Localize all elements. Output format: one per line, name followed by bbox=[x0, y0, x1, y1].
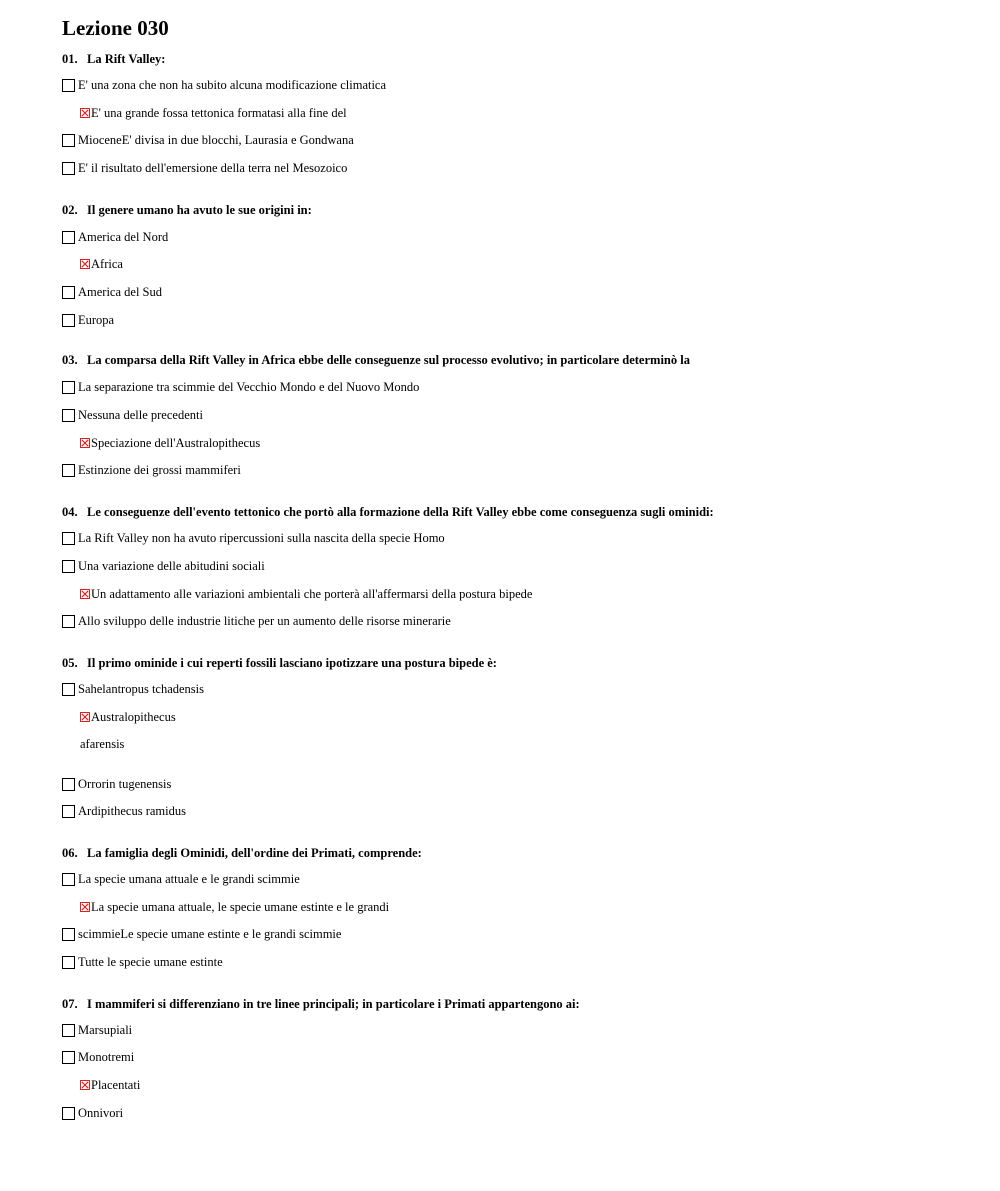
option-checkbox[interactable] bbox=[62, 530, 445, 546]
option-text: Un adattamento alle variazioni ambientali che porterà all'affermarsi della postura bipede bbox=[91, 587, 533, 601]
checkbox-icon[interactable] bbox=[62, 956, 75, 969]
option-checkbox-correct[interactable] bbox=[80, 1077, 140, 1093]
option-checkbox[interactable] bbox=[62, 132, 354, 148]
question-07 bbox=[62, 996, 580, 1012]
option-text: Una variazione delle abitudini sociali bbox=[78, 559, 265, 573]
question-text: Le conseguenze dell'evento tettonico che portò alla formazione della Rift Valley ebbe come conseguenza sugli ominidi: bbox=[87, 505, 714, 519]
option-checkbox-correct[interactable] bbox=[80, 105, 347, 121]
question-text: La comparsa della Rift Valley in Africa ebbe delle conseguenze sul processo evolutivo; in particolare determinò la bbox=[87, 353, 690, 367]
checkbox-icon[interactable] bbox=[62, 805, 75, 818]
checked-box-icon[interactable] bbox=[80, 902, 90, 912]
option-text: Speciazione dell'Australopithecus bbox=[91, 436, 261, 450]
checkbox-icon[interactable] bbox=[62, 231, 75, 244]
option-checkbox[interactable] bbox=[62, 776, 171, 792]
checked-box-icon[interactable] bbox=[80, 438, 90, 448]
question-01 bbox=[62, 51, 165, 67]
question-number: 04. bbox=[62, 505, 78, 519]
option-text: afarensis bbox=[80, 737, 125, 751]
option-text: Orrorin tugenensis bbox=[78, 777, 172, 791]
option-text: La Rift Valley non ha avuto ripercussioni sulla nascita della specie Homo bbox=[78, 531, 445, 545]
checkbox-icon[interactable] bbox=[62, 286, 75, 299]
option-checkbox[interactable] bbox=[62, 803, 186, 819]
checked-box-icon[interactable] bbox=[80, 259, 90, 269]
option-checkbox-correct[interactable] bbox=[80, 899, 389, 915]
question-05 bbox=[62, 655, 497, 671]
page-title: Lezione 030 bbox=[62, 16, 169, 40]
option-text: scimmieLe specie umane estinte e le grandi scimmie bbox=[78, 927, 342, 941]
question-number: 06. bbox=[62, 846, 78, 860]
option-checkbox[interactable] bbox=[62, 312, 114, 328]
option-checkbox[interactable] bbox=[62, 613, 451, 629]
checkbox-icon[interactable] bbox=[62, 1107, 75, 1120]
checkbox-icon[interactable] bbox=[62, 683, 75, 696]
question-number: 03. bbox=[62, 353, 78, 367]
question-03 bbox=[62, 352, 690, 368]
question-text: Il genere umano ha avuto le sue origini in: bbox=[87, 203, 312, 217]
question-text: Il primo ominide i cui reperti fossili lasciano ipotizzare una postura bipede è: bbox=[87, 656, 497, 670]
option-text: La specie umana attuale, le specie umane estinte e le grandi bbox=[91, 900, 390, 914]
checkbox-icon[interactable] bbox=[62, 778, 75, 791]
checkbox-icon[interactable] bbox=[62, 1051, 75, 1064]
question-number: 05. bbox=[62, 656, 78, 670]
question-text: La Rift Valley: bbox=[87, 52, 166, 66]
option-text: MioceneE' divisa in due blocchi, Laurasia e Gondwana bbox=[78, 133, 354, 147]
question-number: 07. bbox=[62, 997, 78, 1011]
option-text: Monotremi bbox=[78, 1050, 135, 1064]
checkbox-icon[interactable] bbox=[62, 560, 75, 573]
option-text: Marsupiali bbox=[78, 1023, 133, 1037]
option-checkbox[interactable] bbox=[62, 1105, 123, 1121]
option-text: Africa bbox=[91, 257, 123, 271]
checkbox-icon[interactable] bbox=[62, 532, 75, 545]
option-text: Sahelantropus tchadensis bbox=[78, 682, 205, 696]
checkbox-icon[interactable] bbox=[62, 162, 75, 175]
option-text: Europa bbox=[78, 313, 115, 327]
checked-box-icon[interactable] bbox=[80, 589, 90, 599]
checked-box-icon[interactable] bbox=[80, 108, 90, 118]
question-number: 01. bbox=[62, 52, 78, 66]
option-checkbox[interactable] bbox=[62, 379, 419, 395]
checkbox-icon[interactable] bbox=[62, 1024, 75, 1037]
option-checkbox[interactable] bbox=[62, 871, 300, 887]
checkbox-icon[interactable] bbox=[62, 409, 75, 422]
option-checkbox-correct[interactable] bbox=[80, 435, 260, 451]
option-checkbox[interactable] bbox=[62, 681, 204, 697]
option-checkbox[interactable] bbox=[62, 462, 241, 478]
option-checkbox[interactable] bbox=[62, 407, 203, 423]
checked-box-icon[interactable] bbox=[80, 712, 90, 722]
checked-box-icon[interactable] bbox=[80, 1080, 90, 1090]
option-checkbox[interactable] bbox=[62, 954, 223, 970]
question-04 bbox=[62, 504, 714, 520]
checkbox-icon[interactable] bbox=[62, 381, 75, 394]
option-checkbox[interactable] bbox=[62, 77, 386, 93]
question-06 bbox=[62, 845, 422, 861]
checkbox-icon[interactable] bbox=[62, 79, 75, 92]
option-checkbox[interactable] bbox=[62, 229, 168, 245]
option-checkbox[interactable] bbox=[62, 558, 265, 574]
option-text: Onnivori bbox=[78, 1106, 124, 1120]
option-text: La separazione tra scimmie del Vecchio Mondo e del Nuovo Mondo bbox=[78, 380, 420, 394]
checkbox-icon[interactable] bbox=[62, 134, 75, 147]
option-text-continuation bbox=[80, 736, 124, 752]
option-text: Tutte le specie umane estinte bbox=[78, 955, 223, 969]
checkbox-icon[interactable] bbox=[62, 928, 75, 941]
option-text: America del Nord bbox=[78, 230, 169, 244]
option-text: Allo sviluppo delle industrie litiche per un aumento delle risorse minerarie bbox=[78, 614, 451, 628]
question-number: 02. bbox=[62, 203, 78, 217]
option-text: Estinzione dei grossi mammiferi bbox=[78, 463, 241, 477]
question-02 bbox=[62, 202, 312, 218]
option-text: America del Sud bbox=[78, 285, 163, 299]
checkbox-icon[interactable] bbox=[62, 314, 75, 327]
question-text: La famiglia degli Ominidi, dell'ordine dei Primati, comprende: bbox=[87, 846, 422, 860]
option-checkbox-correct[interactable] bbox=[80, 586, 532, 602]
option-text: E' il risultato dell'emersione della terra nel Mesozoico bbox=[78, 161, 348, 175]
option-text: Australopithecus bbox=[91, 710, 176, 724]
option-checkbox-correct[interactable] bbox=[80, 256, 123, 272]
option-checkbox[interactable] bbox=[62, 1022, 132, 1038]
option-checkbox[interactable] bbox=[62, 1049, 134, 1065]
option-text: E' una grande fossa tettonica formatasi alla fine del bbox=[91, 106, 347, 120]
option-text: Placentati bbox=[91, 1078, 141, 1092]
option-checkbox[interactable] bbox=[62, 926, 341, 942]
option-text: La specie umana attuale e le grandi scimmie bbox=[78, 872, 300, 886]
question-text: I mammiferi si differenziano in tre linee principali; in particolare i Primati appartengono ai: bbox=[87, 997, 580, 1011]
option-text: Ardipithecus ramidus bbox=[78, 804, 186, 818]
option-text: Nessuna delle precedenti bbox=[78, 408, 203, 422]
checkbox-icon[interactable] bbox=[62, 464, 75, 477]
option-text: E' una zona che non ha subito alcuna modificazione climatica bbox=[78, 78, 387, 92]
option-checkbox-correct[interactable] bbox=[80, 709, 176, 725]
option-checkbox[interactable] bbox=[62, 160, 347, 176]
option-checkbox[interactable] bbox=[62, 284, 162, 300]
checkbox-icon[interactable] bbox=[62, 873, 75, 886]
checkbox-icon[interactable] bbox=[62, 615, 75, 628]
